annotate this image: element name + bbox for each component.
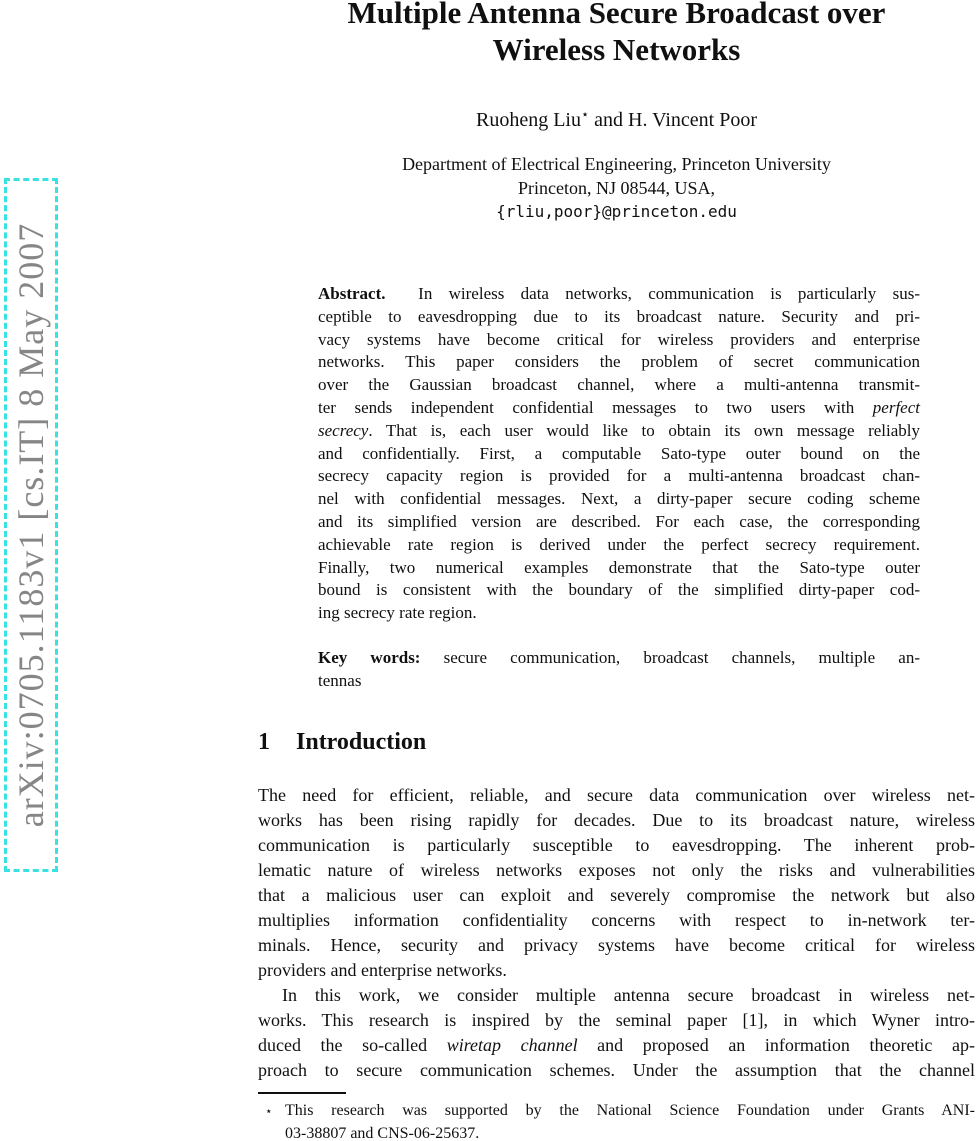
footnote-star: ⋆ xyxy=(265,1104,273,1118)
paper-title xyxy=(258,0,975,68)
section-number: 1 xyxy=(258,729,270,755)
affiliation-block xyxy=(258,153,975,224)
arxiv-watermark-text: arXiv:0705.1183v1 [cs.IT] 8 May 2007 xyxy=(11,222,51,828)
text-line: Abstract. In wireless data networks, communication is particularly sus- xyxy=(318,284,920,303)
text-line: ceptible to eavesdropping due to its broadcast nature. Security and pri- xyxy=(318,306,920,326)
section-heading-introduction xyxy=(258,729,975,756)
text-line: minals. Hence, security and privacy systems have become critical for wireless xyxy=(258,935,975,955)
text-line: achievable rate region is derived under the perfect secrecy requirement. xyxy=(318,534,920,554)
text-line: networks. This paper considers the problem of secret communication xyxy=(318,352,920,372)
intro-paragraph-2 xyxy=(258,983,975,1083)
text-line: Finally, two numerical examples demonstrate that the Sato-type outer xyxy=(318,557,920,577)
footnote-text xyxy=(258,1099,975,1141)
affiliation-email: {rliu,poor}@princeton.edu xyxy=(496,202,737,221)
text-line: ing secrecy rate region. xyxy=(318,603,477,623)
text-line: lematic nature of wireless networks exposes not only the risks and vulnerabilities xyxy=(258,860,975,880)
text-line: In this work, we consider multiple antenna secure broadcast in wireless net- xyxy=(282,985,975,1005)
text-line: works. This research is inspired by the seminal paper [1], in which Wyner intro- xyxy=(258,1010,975,1030)
text-line: ter sends independent confidential messages to two users with perfect xyxy=(318,397,920,417)
intro-paragraph-1 xyxy=(258,783,975,983)
text-line: nel with confidential messages. Next, a dirty-paper secure coding scheme xyxy=(318,489,920,509)
text-line: secrecy. That is, each user would like to obtain its own message reliably xyxy=(318,420,920,440)
footnote-block xyxy=(258,1099,975,1141)
abstract-block xyxy=(318,283,920,625)
text-line: Key words: secure communication, broadcast channels, multiple an- xyxy=(318,648,920,667)
keywords-block xyxy=(318,647,920,693)
authors-line: Ruoheng Liu⋆ and H. Vincent Poor xyxy=(476,106,757,131)
text-line: vacy systems have become critical for wireless providers and enterprise xyxy=(318,329,920,349)
text-line: tennas xyxy=(318,670,362,690)
text-line: multiplies information confidentiality concerns with respect to in-network ter- xyxy=(258,910,975,930)
arxiv-watermark xyxy=(4,178,58,872)
text-line: bound is consistent with the boundary of the simplified dirty-paper cod- xyxy=(318,580,920,600)
text-line: and confidentially. First, a computable Sato-type outer bound on the xyxy=(318,443,920,463)
section-title: Introduction xyxy=(296,729,427,755)
text-line: over the Gaussian broadcast channel, where a multi-antenna transmit- xyxy=(318,375,920,395)
text-line: proach to secure communication schemes. Under the assumption that the channel xyxy=(258,1060,975,1080)
paper-title-line-2: Wireless Networks xyxy=(492,32,741,67)
text-line: that a malicious user can exploit and severely compromise the network but also xyxy=(258,885,975,905)
text-line: and its simplified version are described. For each case, the corresponding xyxy=(318,511,920,531)
affiliation-line-1: Department of Electrical Engineering, Princeton University xyxy=(402,154,831,174)
text-line: duced the so-called wiretap channel and proposed an information theoretic ap- xyxy=(258,1035,975,1055)
text-line: This research was supported by the National Science Foundation under Grants ANI- xyxy=(285,1102,975,1119)
text-line: secrecy capacity region is provided for a multi-antenna broadcast chan- xyxy=(318,466,920,486)
text-line: The need for efficient, reliable, and secure data communication over wireless net- xyxy=(258,785,975,805)
text-line: providers and enterprise networks. xyxy=(258,960,507,980)
text-line: 03-38807 and CNS-06-25637. xyxy=(285,1125,480,1141)
affiliation-line-2: Princeton, NJ 08544, USA, xyxy=(518,177,715,198)
paper-title-line-1: Multiple Antenna Secure Broadcast over xyxy=(347,0,886,30)
text-line: works has been rising rapidly for decades. Due to its broadcast nature, wireless xyxy=(258,810,975,830)
footnote-rule xyxy=(258,1092,346,1094)
text-line: communication is particularly susceptible to eavesdropping. The inherent prob- xyxy=(258,835,975,855)
